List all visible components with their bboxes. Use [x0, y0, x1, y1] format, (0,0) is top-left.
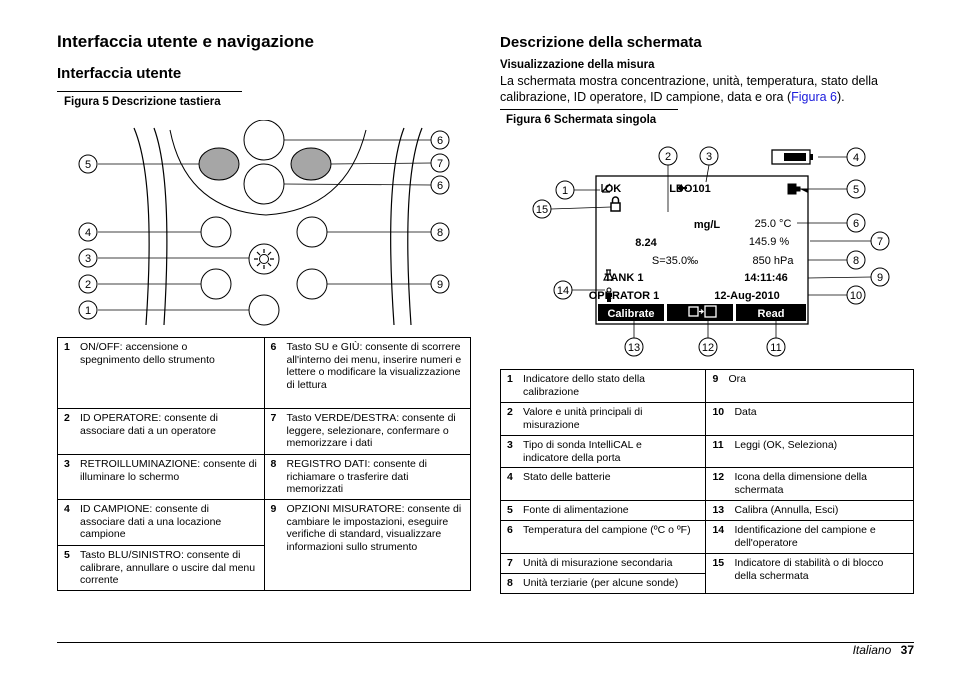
screen-temp: 25.0 °C	[754, 218, 792, 230]
table-cell: 9 OPZIONI MISURATORE: consente di cambiare le impostazioni, eseguire verifiche di standard, visualizzare informazioni sullo strumento	[264, 500, 471, 591]
table-cell: 4 ID CAMPIONE: consente di associare dati a una locazione campione	[58, 500, 265, 546]
table-cell: 7 Unità di misurazione secondaria	[501, 554, 706, 574]
callout-label: 7	[436, 158, 444, 170]
figure-6-link[interactable]: Figura 6	[791, 90, 837, 104]
page-number: 37	[900, 643, 914, 657]
table-cell: 10 Data	[706, 403, 914, 436]
table-cell: 12 Icona della dimensione della schermata	[706, 468, 914, 501]
callout-label: 2	[84, 279, 92, 291]
screen-pressure: 850 hPa	[752, 255, 794, 267]
table-cell: 13 Calibra (Annulla, Esci)	[706, 501, 914, 521]
screen-percent: 145.9 %	[748, 236, 790, 248]
callout-label: 4	[84, 227, 92, 239]
callout-label: 1	[84, 305, 92, 317]
callout-label: 14	[556, 285, 570, 297]
keypad-table	[57, 337, 471, 591]
callout-label: 4	[852, 152, 860, 164]
footer-rule	[57, 642, 914, 643]
paragraph: La schermata mostra concentrazione, unità, temperatura, stato della calibrazione, ID operatore, ID campione, data e ora (Figura 6).	[500, 74, 878, 104]
table-cell: 15 Indicatore di stabilità o di blocco della schermata	[706, 554, 914, 594]
table-cell: 1 ON/OFF: accensione o spegnimento dello strumento	[58, 338, 265, 409]
table-cell: 5 Tasto BLU/SINISTRO: consente di calibrare, annullare o uscire dal menu corrente	[58, 546, 265, 591]
screen-time: 14:11:46	[744, 272, 788, 284]
screen-status: OK	[604, 183, 622, 195]
table-cell: 3 Tipo di sonda IntelliCAL e indicatore della porta	[501, 436, 706, 468]
calibrate-softkey: Calibrate	[607, 308, 655, 320]
screen-tank: TANK 1	[604, 272, 644, 284]
table-cell: 2 Valore e unità principali di misurazione	[501, 403, 706, 436]
callout-label: 11	[770, 342, 782, 354]
callout-label: 7	[876, 236, 884, 248]
figure-5-caption: Figura 5 Descrizione tastiera	[64, 96, 221, 108]
table-cell: 9 Ora	[706, 370, 914, 403]
footer	[853, 643, 914, 657]
table-cell: 4 Stato delle batterie	[501, 468, 706, 501]
callout-label: 9	[876, 272, 884, 284]
table-cell: 3 RETROILLUMINAZIONE: consente di illuminare lo schermo	[58, 455, 265, 500]
callout-label: 3	[84, 253, 92, 265]
callout-label: 8	[852, 255, 860, 267]
rule	[57, 91, 242, 92]
callout-label: 8	[436, 227, 444, 239]
screen-unit: mg/L	[693, 219, 721, 231]
table-cell: 5 Fonte di alimentazione	[501, 501, 706, 521]
section-title: Interfaccia utente e navigazione	[57, 32, 314, 51]
table-cell: 11 Leggi (OK, Seleziona)	[706, 436, 914, 468]
screen-salinity: S=35.0‰	[651, 255, 699, 267]
callout-label: 15	[535, 204, 549, 216]
read-softkey: Read	[757, 308, 785, 320]
screen-probe: LDO101	[669, 183, 711, 195]
table-cell: 7 Tasto VERDE/DESTRA: consente di leggere, selezionare, confermare o memorizzare i dati	[264, 409, 471, 455]
callout-label: 2	[664, 151, 672, 163]
table-cell: 8 REGISTRO DATI: consente di richiamare o trasferire dati memorizzati	[264, 455, 471, 500]
callout-label: 10	[849, 290, 863, 302]
callout-label: 6	[436, 180, 444, 192]
table-cell: 8 Unità terziarie (per alcune sonde)	[501, 574, 706, 594]
table-cell: 6 Temperatura del campione (ºC o ºF)	[501, 521, 706, 554]
screen-date: 12-Aug-2010	[714, 290, 780, 302]
callout-label: 13	[627, 342, 641, 354]
callout-label: 5	[852, 184, 860, 196]
section-title: Descrizione della schermata	[500, 34, 702, 51]
callout-label: 5	[84, 159, 92, 171]
keypad-figure	[76, 120, 468, 330]
subsection-title: Interfaccia utente	[57, 65, 182, 82]
screen-figure	[520, 140, 915, 360]
screen-operator: OPERATOR 1	[588, 290, 660, 302]
screen-value: 8.24	[635, 237, 657, 249]
subheading: Visualizzazione della misura	[500, 59, 655, 71]
table-cell: 2 ID OPERATORE: consente di associare dati a un operatore	[58, 409, 265, 455]
callout-label: 6	[436, 135, 444, 147]
callout-label: 1	[561, 185, 569, 197]
figure-6-caption: Figura 6 Schermata singola	[506, 114, 657, 126]
callout-label: 6	[852, 218, 860, 230]
footer-language: Italiano	[852, 643, 892, 657]
callout-label: 9	[436, 279, 444, 291]
table-cell: 6 Tasto SU e GIÙ: consente di scorrere all'interno dei menu, inserire numeri e lettere o modificare la visualizzazione di lettura	[264, 338, 471, 409]
screen-table	[500, 369, 914, 594]
callout-label: 12	[701, 342, 715, 354]
table-cell: 14 Identificazione del campione e dell'operatore	[706, 521, 914, 554]
table-cell: 1 Indicatore dello stato della calibrazione	[501, 370, 706, 403]
callout-label: 3	[705, 151, 713, 163]
rule	[500, 109, 678, 110]
